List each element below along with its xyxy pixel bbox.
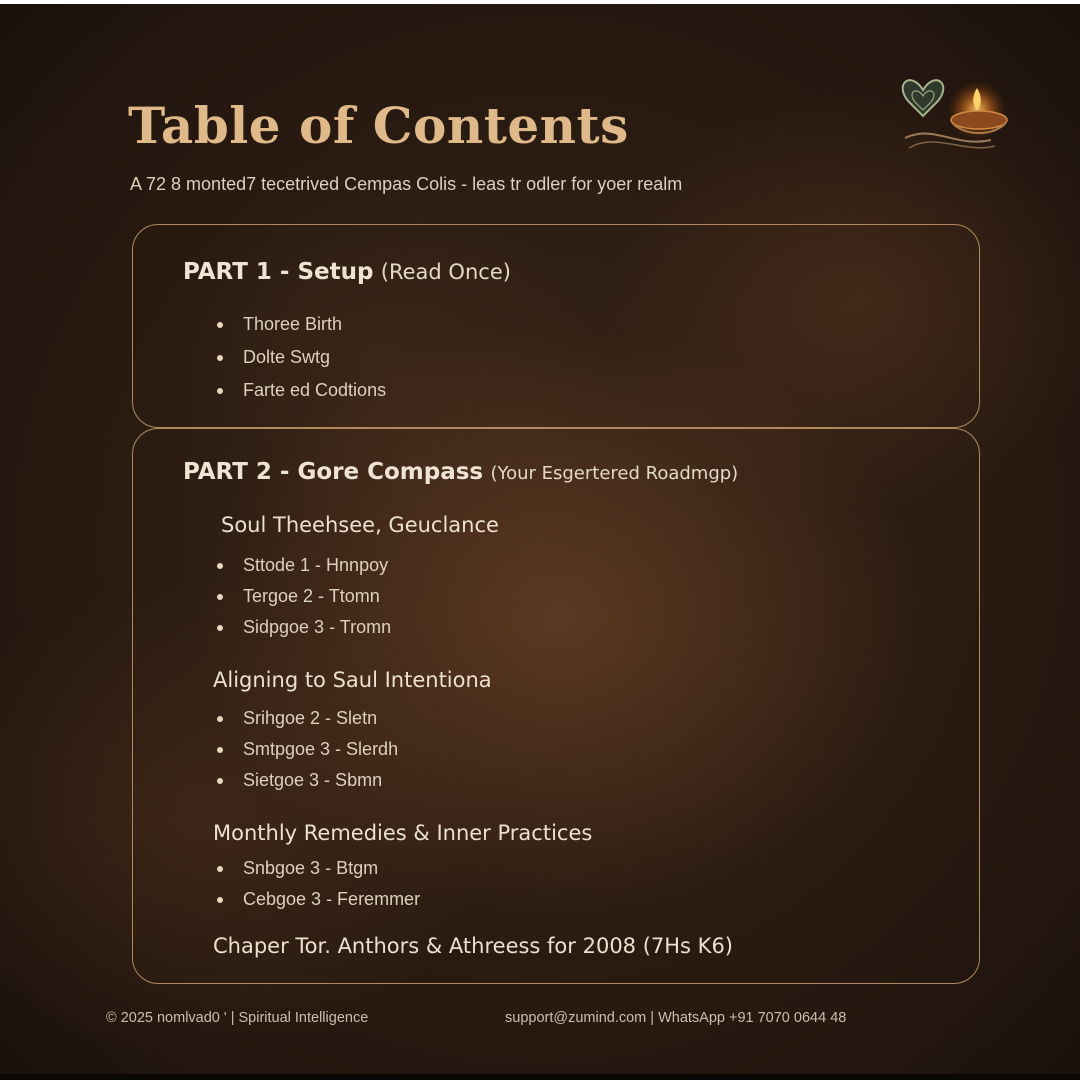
section-list [213, 550, 391, 643]
part2-card [132, 428, 980, 984]
bottom-edge [0, 1074, 1080, 1080]
part1-note: (Read Once) [380, 260, 511, 284]
section-list [213, 853, 420, 915]
footer-contact: support@zumind.com | WhatsApp +91 7070 0644 48 [505, 1010, 847, 1026]
part1-label: PART 1 - Setup [183, 259, 374, 285]
list-item: Cebgoe 3 - Feremmer [213, 884, 420, 915]
part2-note: (Your Esgertered Roadmgp) [490, 463, 739, 484]
list-item: Sttode 1 - Hnnpoy [213, 550, 391, 581]
list-item: Thoree Birth [213, 308, 386, 341]
page-subtitle: A 72 8 monted7 tecetrived Cempas Colis - leas tr odler for yoer realm [130, 174, 683, 194]
list-item: Srihgoe 2 - Sletn [213, 703, 398, 734]
list-item: Farte ed Codtions [213, 374, 386, 407]
list-item: Snbgoe 3 - Btgm [213, 853, 420, 884]
list-item: Tergoe 2 - Ttomn [213, 581, 391, 612]
top-edge [0, 0, 1080, 4]
heart-candle-emblem-icon [895, 62, 1025, 162]
part1-list [213, 308, 386, 407]
list-item: Smtpgoe 3 - Slerdh [213, 734, 398, 765]
part1-card [132, 224, 980, 428]
closing-chapter: Chaper Tor. Anthors & Athreess for 2008 (7Hs K6) [213, 934, 733, 958]
list-item: Sietgoe 3 - Sbmn [213, 765, 398, 796]
page-title: Table of Contents [128, 96, 629, 155]
part2-label: PART 2 - Gore Compass [183, 459, 484, 485]
part1-heading [183, 259, 511, 285]
list-item: Sidpgoe 3 - Tromn [213, 612, 391, 643]
section-title: Monthly Remedies & Inner Practices [213, 821, 593, 845]
section-title: Soul Theehsee, Geuclance [221, 513, 499, 537]
section-title: Aligning to Saul Intentiona [213, 668, 492, 692]
part2-heading [183, 459, 738, 485]
section-list [213, 703, 398, 796]
footer-copyright: © 2025 nomlvad0 ' | Spiritual Intelligence [106, 1010, 369, 1026]
list-item: Dolte Swtg [213, 341, 386, 374]
